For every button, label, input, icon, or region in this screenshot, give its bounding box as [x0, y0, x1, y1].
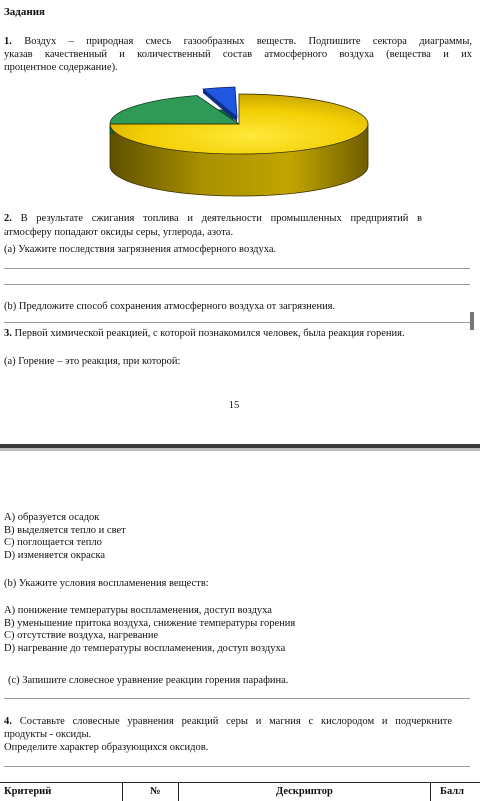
question-4-number: 4.: [4, 716, 12, 727]
table-header-criterion: Критерий: [4, 786, 52, 797]
question-1-line-3: процентное содержание).: [4, 62, 118, 73]
question-4-line-3: Определите характер образующихся оксидов.: [4, 742, 209, 753]
answer-line: [4, 268, 470, 269]
option-a-1: А) образуется осадок: [4, 512, 100, 523]
table-header-number: №: [150, 786, 161, 797]
question-1-line-1: 1. Воздух – природная смесь газообразных веществ. Подпишите сектора диаграммы,: [4, 36, 473, 47]
table-header-descriptor: Дескриптор: [276, 786, 333, 797]
criteria-table-header: [0, 782, 480, 801]
answer-line: [4, 698, 470, 699]
question-3-line-1: 3. Первой химической реакцией, с которой познакомился человек, была реакция горения.: [4, 328, 405, 339]
option-a-4: D) изменяется окраска: [4, 549, 106, 561]
question-2-number: 2.: [4, 213, 12, 224]
page-heading: Задания: [4, 6, 45, 18]
option-b-1: А) понижение температуры воспламенения, доступ воздуха: [4, 605, 272, 616]
page-number: 15: [228, 400, 240, 411]
question-2-a: (a) Укажите последствия загрязнения атмосферного воздуха.: [4, 244, 277, 255]
options-a-list: [4, 512, 126, 562]
question-4-line-1: 4. Составьте словесные уравнения реакций серы и магния с кислородом и подчеркните: [4, 716, 453, 727]
option-b-4: D) нагревание до температуры воспламенения, доступ воздуха: [4, 642, 286, 654]
pie-chart: [100, 86, 380, 204]
option-a-3: С) поглощается тепло: [4, 537, 102, 548]
answer-line: [4, 284, 470, 285]
question-4-line-2: продукты - оксиды.: [4, 729, 92, 740]
question-3-b: (b) Укажите условия воспламенения веществ:: [4, 578, 209, 589]
question-3-a: (a) Горение – это реакция, при которой:: [4, 356, 181, 367]
scrollbar-marker: [470, 312, 474, 330]
page-break-shadow: [0, 448, 480, 451]
option-b-2: В) уменьшение притока воздуха, снижение температуры горения: [4, 617, 296, 629]
question-3-number: 3.: [4, 328, 12, 339]
table-header-score: Балл: [440, 786, 465, 797]
question-2-line-1: 2. В результате сжигания топлива и деятельности промышленных предприятий в: [4, 213, 422, 224]
question-1-number: 1.: [4, 36, 12, 47]
answer-line: [4, 322, 470, 323]
options-b-list: [4, 605, 295, 655]
answer-line: [4, 766, 470, 767]
question-2-b: (b) Предложите способ сохранения атмосферного воздуха от загрязнения.: [4, 301, 336, 312]
option-a-2: В) выделяется тепло и свет: [4, 524, 126, 536]
question-3-c: (c) Запишите словесное уравнение реакции горения парафина.: [8, 675, 289, 686]
question-2-line-2: атмосферу попадают оксиды серы, углерода, азота.: [4, 227, 234, 238]
question-1-line-2: указав качественный и количественный состав атмосферного воздуха (вещества и их: [4, 49, 472, 60]
option-b-3: С) отсутствие воздуха, нагревание: [4, 630, 159, 641]
